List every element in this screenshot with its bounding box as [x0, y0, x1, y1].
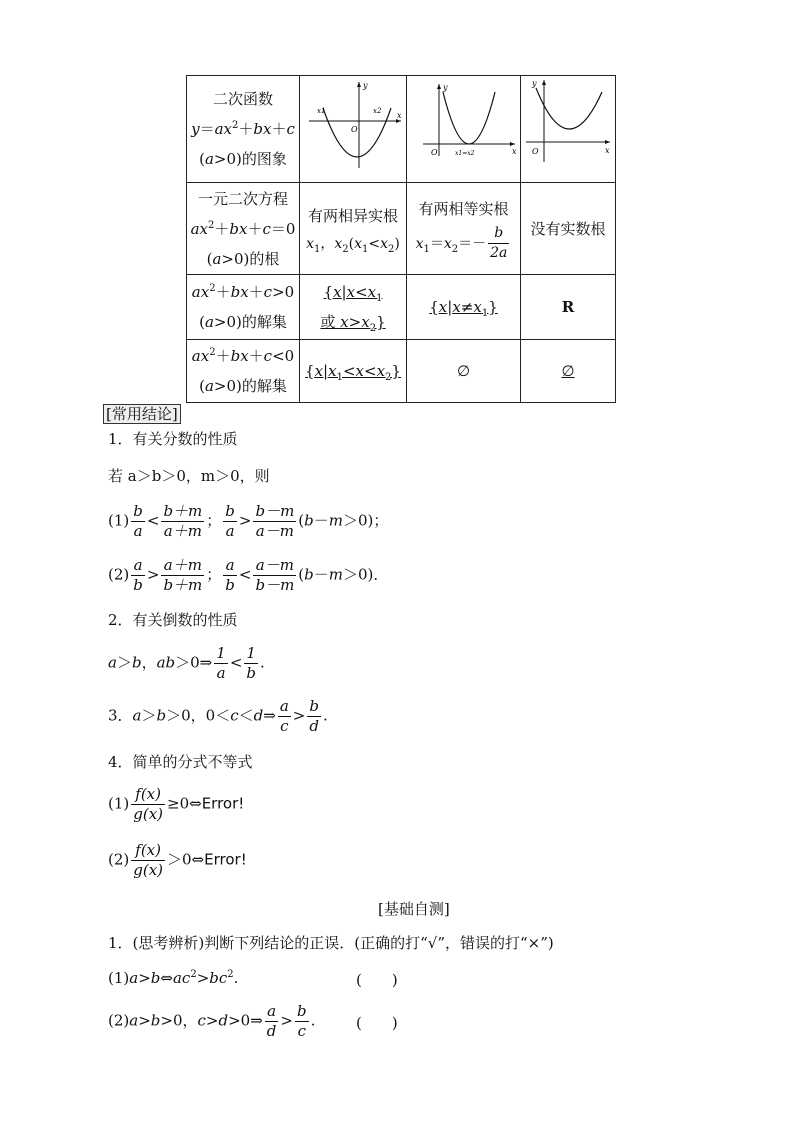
- answer-blank-2: ( ): [356, 1014, 398, 1032]
- label-quadratic-function: 二次函数: [212, 90, 273, 108]
- judge-item-2: (2)a>b>0，c>d>0⇒ $\frac{a}{d}$ > $\frac{b}{c}$ .: [108, 1002, 316, 1040]
- item4-title: 4．简单的分式不等式: [108, 753, 253, 771]
- judge-item-1: $(1)a>b\Leftrightarrow ac^2>bc^2$.: [108, 969, 239, 987]
- graph-no-root: [521, 76, 616, 183]
- section-tag-common-conclusions: [常用结论]: [103, 403, 181, 424]
- no-real-roots: 没有实数根: [521, 183, 616, 275]
- svg-text:O: O: [430, 148, 438, 157]
- quadratic-table: [186, 75, 616, 403]
- row-label-lt-solution: $ax^2+bx+c<0$ (a>0)的解集: [187, 340, 300, 403]
- svg-text:O: O: [351, 125, 358, 134]
- answer-blank-1: ( ): [356, 971, 398, 989]
- item3-statement: 3．a＞b＞0，0＜c＜d⇒ $\frac{a}{c}$ > $\frac{b}{d}$ .: [108, 697, 328, 735]
- reciprocal-property: a＞b，ab＞0⇒ $\frac{1}{a}$ < $\frac{1}{b}$ .: [108, 644, 265, 682]
- row-label-graph: 二次函数 $y=ax^2+bx+c$ (a>0)的图象: [187, 76, 300, 183]
- svg-text:y: y: [363, 81, 368, 90]
- gt-solution-two-roots: {$x|x<x_1$ 或 $x>x_2$}: [300, 275, 407, 340]
- svg-text:x: x: [397, 111, 402, 120]
- graph-two-roots: [300, 76, 407, 183]
- gt-solution-double-root: $\{x|x\ne x_1\}$: [407, 275, 521, 340]
- fraction-property-1: (1) $\frac{b}{a}$ < $\frac{b+m}{a+m}$ ； $\frac{b}{a}$ > $\frac{b-m}{a-m}$ (b－m＞0)；: [108, 502, 389, 540]
- lt-solution-two-roots: $\{x|x_1<x<x_2\}$: [300, 340, 407, 403]
- svg-text:y: y: [532, 79, 537, 88]
- svg-text:x: x: [511, 147, 517, 156]
- self-test-header: [基础自测]: [378, 900, 450, 918]
- fraction-inequality-2: (2) $\frac{f(x)}{g(x)}$ ＞0⇔Error!: [108, 841, 247, 879]
- item1-premise: 若 a＞b＞0，m＞0，则: [108, 467, 270, 485]
- item1-title: 1．有关分数的性质: [108, 430, 238, 448]
- lt-solution-double-root: ∅: [407, 340, 521, 403]
- self-test-q1: 1．(思考辨析)判断下列结论的正误．(正确的打“√”，错误的打“×”): [108, 934, 554, 952]
- svg-text:x: x: [605, 146, 610, 155]
- root-x2-label: x2: [373, 107, 382, 115]
- row-label-gt-solution: $ax^2+bx+c>0$ (a>0)的解集: [187, 275, 300, 340]
- gt-solution-no-root: R: [521, 275, 616, 340]
- lt-solution-no-root: ∅: [521, 340, 616, 403]
- svg-text:y: y: [442, 83, 448, 92]
- double-root-label: x1=x2: [454, 150, 474, 157]
- parabola-two-roots-graph: [301, 76, 405, 172]
- item2-title: 2．有关倒数的性质: [108, 611, 238, 629]
- fraction-property-2: (2) $\frac{a}{b}$ > $\frac{a+m}{b+m}$ ； $\frac{a}{b}$ < $\frac{a-m}{b-m}$ (b－m＞0)．: [108, 556, 389, 594]
- root-x1-label: x1: [317, 107, 326, 115]
- fraction-inequality-1: (1) $\frac{f(x)}{g(x)}$ ≥0⇔Error!: [108, 785, 245, 823]
- parabola-double-root-graph: [409, 76, 519, 172]
- graph-double-root: [407, 76, 521, 183]
- row-label-roots: 一元二次方程 $ax^2+bx+c=0$ (a>0)的根: [187, 183, 300, 275]
- two-distinct-roots: 有两相异实根 $x_1$，$x_2(x_1<x_2)$: [300, 183, 407, 275]
- two-equal-roots: 有两相等实根 $x_1=x_2=-$ $\frac{b}{2a}$: [407, 183, 521, 275]
- svg-text:O: O: [532, 147, 539, 156]
- parabola-no-root-graph: [522, 76, 614, 172]
